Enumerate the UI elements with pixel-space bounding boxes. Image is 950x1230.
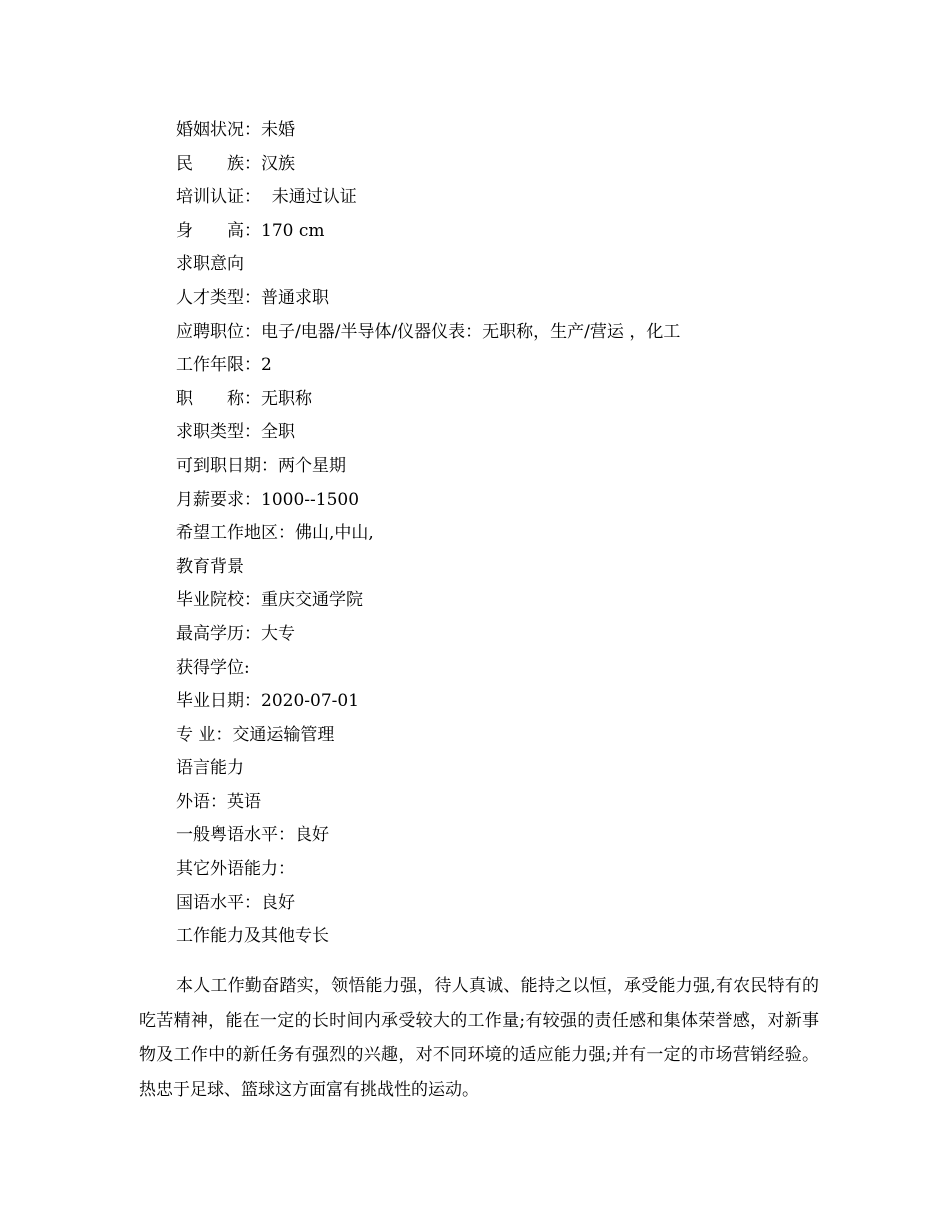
- other-language-line: 其它外语能力：: [176, 859, 295, 880]
- job-type-line: 求职类型：全职: [176, 422, 295, 443]
- foreign-language-line: 外语：英语: [176, 791, 261, 812]
- marital-status-line: 婚姻状况：未婚: [176, 120, 295, 140]
- section-heading-job-intention: 求职意向: [176, 254, 244, 275]
- major-line: 专 业：交通运输管理: [176, 724, 335, 745]
- section-heading-education: 教育背景: [176, 556, 244, 577]
- degree-obtained-line: 获得学位:: [176, 657, 250, 678]
- mandarin-level-line: 国语水平：良好: [176, 892, 295, 913]
- cantonese-level-line: 一般粤语水平：良好: [176, 825, 329, 846]
- work-years-line: 工作年限：2: [176, 355, 272, 376]
- height-line: 身 高：170 cm: [176, 220, 325, 241]
- applied-position-line: 应聘职位：电子/电器/半导体/仪器仪表：无职称，生产/营运 ，化工: [176, 321, 681, 342]
- resume-fields: [176, 114, 856, 954]
- self-description-paragraph: 本人工作勤奋踏实，领悟能力强，待人真诚、能持之以恒，承受能力强,有农民特有的吃苦精神，能在一定的长时间内承受较大的工作量;有较强的责任感和集体荣誉感，对新事物及工作中的新任务有强烈的兴趣，对不同环境的适应能力强;并有一定的市场营销经验。 热忠于足球、篮球这方面富有挑战性的运动。: [139, 976, 819, 1100]
- graduation-date-line: 毕业日期：2020-07-01: [176, 691, 360, 712]
- job-title-line: 职 称：无职称: [176, 388, 312, 409]
- salary-line: 月薪要求：1000--1500: [176, 489, 360, 510]
- talent-type-line: 人才类型：普通求职: [176, 287, 329, 308]
- certification-line: 培训认证： 未通过认证: [176, 187, 357, 208]
- highest-degree-line: 最高学历：大专: [176, 623, 295, 644]
- availability-line: 可到职日期：两个星期: [176, 455, 346, 476]
- ethnicity-line: 民 族：汉族: [176, 153, 295, 174]
- work-location-line: 希望工作地区：佛山,中山,: [176, 523, 374, 544]
- section-heading-language: 语言能力: [176, 758, 244, 779]
- school-line: 毕业院校：重庆交通学院: [176, 590, 363, 611]
- section-heading-skills: 工作能力及其他专长: [176, 926, 329, 947]
